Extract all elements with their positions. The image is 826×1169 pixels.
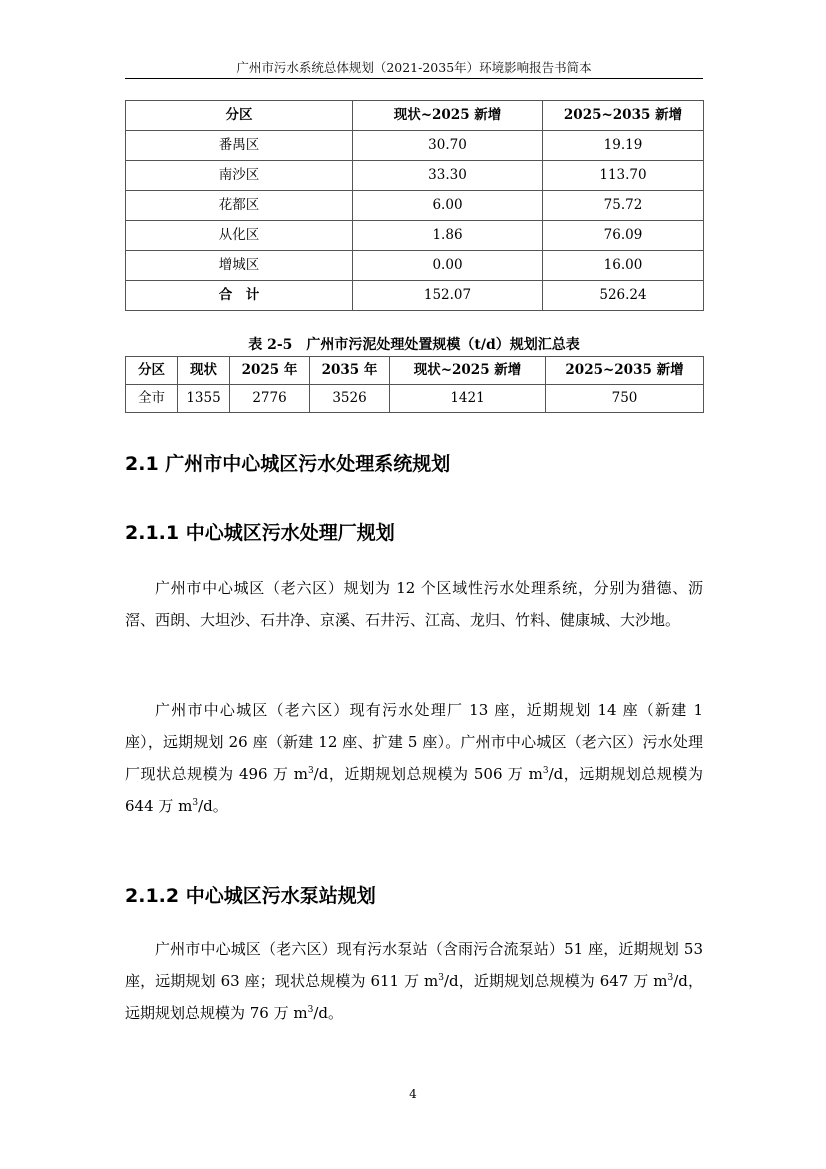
header-cell: 2025~2035 新增 xyxy=(543,101,704,131)
table-header-row xyxy=(126,101,704,131)
table-cell: 1.86 xyxy=(353,221,543,251)
table-cell: 南沙区 xyxy=(126,161,353,191)
header-cell: 分区 xyxy=(126,101,353,131)
table-cell: 33.30 xyxy=(353,161,543,191)
table-row xyxy=(126,221,704,251)
section-heading-2-1-2: 2.1.2 中心城区污水泵站规划 xyxy=(125,885,376,907)
sludge-summary-table xyxy=(125,356,704,413)
header-cell: 现状 xyxy=(178,357,230,385)
table-row xyxy=(126,131,704,161)
table-cell: 1355 xyxy=(178,385,230,413)
table-caption: 表 2-5 广州市污泥处理处置规模（t/d）规划汇总表 xyxy=(248,337,580,353)
page-number: 4 xyxy=(409,1087,417,1101)
table-row xyxy=(126,251,704,281)
table-cell: 76.09 xyxy=(543,221,704,251)
table-cell: 75.72 xyxy=(543,191,704,221)
header-cell: 2025 年 xyxy=(230,357,310,385)
table-cell: 19.19 xyxy=(543,131,704,161)
district-increase-table xyxy=(125,100,704,311)
table-row xyxy=(126,385,704,413)
total-label: 合 计 xyxy=(126,281,353,311)
table-cell: 750 xyxy=(546,385,704,413)
table-row xyxy=(126,161,704,191)
header-cell: 现状~2025 新增 xyxy=(390,357,546,385)
section-heading-2-1: 2.1 广州市中心城区污水处理系统规划 xyxy=(125,453,451,475)
table-cell: 增城区 xyxy=(126,251,353,281)
table-cell: 花都区 xyxy=(126,191,353,221)
table-cell: 从化区 xyxy=(126,221,353,251)
table-cell: 番禺区 xyxy=(126,131,353,161)
paragraph-wwtp-systems: 广州市中心城区（老六区）规划为 12 个区域性污水处理系统，分别为猎德、沥滘、西朗、大坦沙、石井净、京溪、石井污、江高、龙归、竹料、健康城、大沙地。 xyxy=(125,579,703,629)
table-cell: 1421 xyxy=(390,385,546,413)
table-row xyxy=(126,191,704,221)
section-heading-2-1-1: 2.1.1 中心城区污水处理厂规划 xyxy=(125,522,395,544)
table-cell: 16.00 xyxy=(543,251,704,281)
table-cell: 0.00 xyxy=(353,251,543,281)
table-cell: 526.24 xyxy=(543,281,704,311)
page-header: 广州市污水系统总体规划（2021-2035年）环境影响报告书简本 xyxy=(125,58,703,79)
table-header-row xyxy=(126,357,704,385)
table-cell: 113.70 xyxy=(543,161,704,191)
table-cell: 2776 xyxy=(230,385,310,413)
table-cell: 30.70 xyxy=(353,131,543,161)
table-total-row xyxy=(126,281,704,311)
header-cell: 现状~2025 新增 xyxy=(353,101,543,131)
paragraph-wwtp-scale: 广州市中心城区（老六区）现有污水处理厂 13 座，近期规划 14 座（新建 1 座），远期规划 26 座（新建 12 座、扩建 5 座）。广州市中心城区（老六区）污水处理厂现状总规模为 496 万 $m^3/d$，近期规划总规模为 506 万 $m^3/d$，远期规划总规模为 644 万 $m^3/d$。 xyxy=(125,701,703,815)
header-cell: 分区 xyxy=(126,357,178,385)
header-cell: 2025~2035 新增 xyxy=(546,357,704,385)
table-cell: 全市 xyxy=(126,385,178,413)
table-cell: 3526 xyxy=(310,385,390,413)
header-cell: 2035 年 xyxy=(310,357,390,385)
table-cell: 152.07 xyxy=(353,281,543,311)
paragraph-pump-stations: 广州市中心城区（老六区）现有污水泵站（含雨污合流泵站）51 座，近期规划 53 座，远期规划 63 座；现状总规模为 611 万 $m^3/d$，近期规划总规模为 647 万 $m^3/d$，远期规划总规模为 76 万 $m^3/d$。 xyxy=(125,940,703,1022)
table-cell: 6.00 xyxy=(353,191,543,221)
